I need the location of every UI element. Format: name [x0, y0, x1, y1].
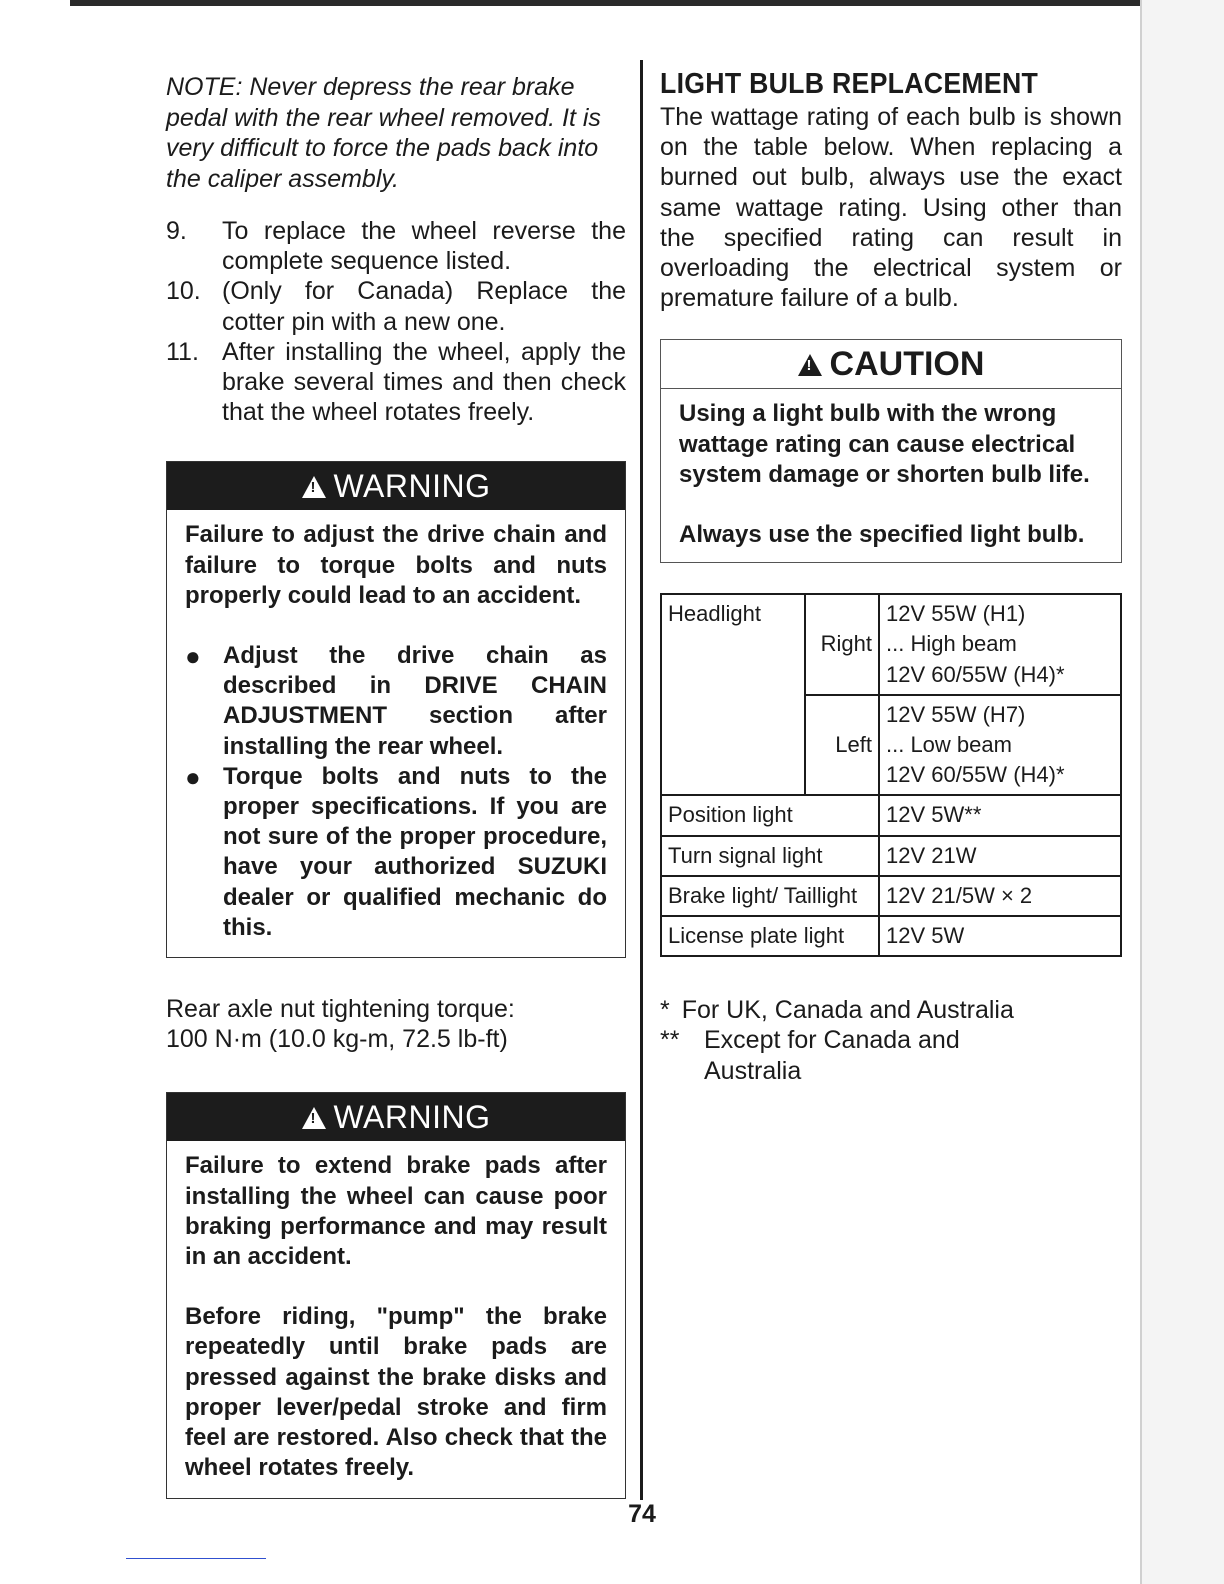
table-row [661, 876, 1121, 916]
value-line: 12V 60/55W (H4)* [886, 661, 1065, 687]
value-line: 12V 60/55W (H4)* [886, 762, 1065, 788]
row-label: Brake light/ Taillight [661, 876, 879, 916]
warning-title: WARNING [333, 468, 491, 505]
row-label: Turn signal light [661, 836, 879, 876]
caution-text: Always use the specified light bulb. [679, 521, 1085, 549]
value-line: ... Low beam [886, 732, 1012, 758]
warning-box-brake-pads [166, 1092, 626, 1498]
right-column [660, 66, 1122, 1086]
page-number: 74 [628, 1500, 656, 1528]
value-line: ... High beam [886, 631, 1017, 657]
warning-text: Failure to adjust the drive chain and failure to torque bolts and nuts properly could lead to an accident. [185, 521, 607, 609]
step-list [166, 216, 626, 427]
left-column [166, 72, 626, 1499]
warning-header [167, 462, 625, 510]
table-row [661, 916, 1121, 956]
torque-value: 100 N·m (10.0 kg-m, 72.5 lb-ft) [166, 1025, 508, 1054]
step-text: After installing the wheel, apply the brake several times and then check that the wheel rotates freely. [222, 337, 626, 427]
headlight-label: Headlight [661, 594, 805, 795]
top-rule [70, 0, 1142, 6]
column-divider [640, 60, 643, 1500]
right-label: Right [805, 594, 879, 695]
bullet-text: Torque bolts and nuts to the proper specifications. If you are not sure of the proper procedure, have your authorized SUZUKI dealer or qualified mechanic do this. [223, 762, 607, 941]
row-value: 12V 21W [879, 836, 1121, 876]
table-row [661, 836, 1121, 876]
warning-bullet-list [185, 641, 607, 943]
warning-body [167, 510, 625, 957]
torque-spec [166, 994, 626, 1054]
warning-box-drive-chain [166, 461, 626, 958]
caution-title: CAUTION [829, 345, 985, 384]
footnote [660, 1025, 1122, 1085]
footnote-text: For UK, Canada and Australia [681, 996, 1014, 1025]
row-value: 12V 5W [879, 916, 1121, 956]
warning-text: Failure to extend brake pads after installing the wheel can cause poor braking performance and may result in an accident. [185, 1152, 607, 1271]
footnote [660, 995, 1122, 1025]
step-number: 10. [166, 277, 201, 306]
caution-box [660, 339, 1122, 563]
warning-bullet [185, 762, 607, 943]
section-title: LIGHT BULB REPLACEMENT [660, 68, 1039, 100]
row-label: License plate light [661, 916, 879, 956]
caution-triangle-icon [798, 354, 822, 376]
warning-header [167, 1093, 625, 1141]
step-number: 9. [166, 217, 187, 245]
right-values [879, 594, 1121, 695]
bullet-text: Adjust the drive chain as described in DRIVE CHAIN ADJUSTMENT section after installing the rear wheel. [223, 642, 607, 760]
footnote-text: Except for Canada and Australia [704, 1026, 960, 1085]
step-text: (Only for Canada) Replace the cotter pin with a new one. [222, 277, 626, 336]
torque-label: Rear axle nut tightening torque: [166, 995, 515, 1024]
value-line: 12V 55W (H7) [886, 701, 1026, 727]
step-item [166, 276, 626, 336]
caution-header [661, 340, 1121, 389]
step-item [166, 216, 626, 276]
warning-text: Before riding, "pump" the brake repeatedly until brake pads are pressed against the brake disks and proper lever/pedal stroke and firm feel are restored. Also check that the wheel rotates freely. [185, 1303, 607, 1482]
note-text: NOTE: Never depress the rear brake pedal with the rear wheel removed. It is very difficult to force the pads back into the caliper assembly. [166, 73, 601, 193]
warning-triangle-icon [302, 1107, 326, 1129]
bottom-underline [126, 1558, 266, 1559]
bullet-icon: ● [185, 761, 201, 792]
value-line: 12V 55W (H1) [886, 601, 1026, 627]
page-edge-shadow [1140, 0, 1224, 1584]
table-row [661, 594, 1121, 695]
row-value: 12V 21/5W × 2 [879, 876, 1121, 916]
intro-text: The wattage rating of each bulb is shown on the table below. When replacing a burned out bulb, always use the exact same wattage rating. Using other than the specified rating can result in overloading the electrical system or premature failure of a bulb. [660, 103, 1122, 313]
left-values [879, 695, 1121, 796]
footnotes [660, 995, 1122, 1086]
step-item [166, 337, 626, 428]
bulb-table [660, 593, 1122, 957]
row-label: Position light [661, 795, 879, 835]
footnote-mark: * [660, 996, 670, 1025]
step-number: 11. [166, 337, 199, 366]
warning-triangle-icon [302, 476, 326, 498]
bullet-icon: ● [185, 641, 201, 672]
caution-text: Using a light bulb with the wrong wattage rating can cause electrical system damage or shorten bulb life. [679, 400, 1090, 488]
warning-body [167, 1141, 625, 1497]
table-row [661, 795, 1121, 835]
warning-title: WARNING [333, 1099, 491, 1136]
warning-bullet [185, 641, 607, 762]
row-value: 12V 5W** [879, 795, 1121, 835]
footnote-mark: ** [660, 1026, 680, 1055]
left-label: Left [805, 695, 879, 796]
caution-body [661, 389, 1121, 562]
step-text: To replace the wheel reverse the complete sequence listed. [222, 217, 626, 276]
